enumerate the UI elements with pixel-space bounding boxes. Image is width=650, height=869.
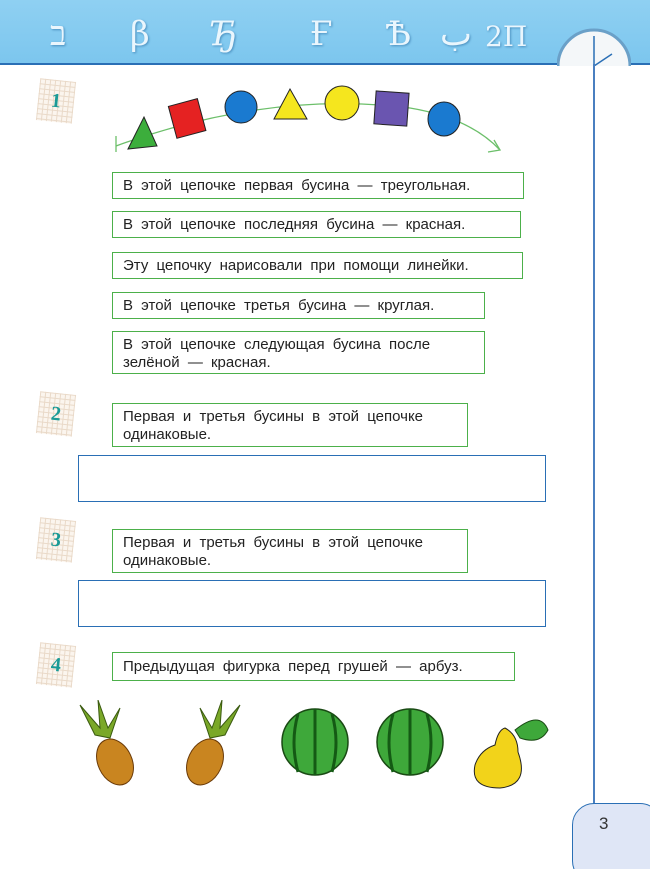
task-number-badge: 2	[36, 391, 76, 437]
arrow-icon	[488, 140, 500, 152]
pear-icon	[474, 720, 548, 788]
bead-blue-circle	[225, 91, 257, 123]
header-glyph: β	[130, 14, 150, 54]
statement-box[interactable]: Эту цепочку нарисовали при помощи линейки.	[112, 252, 523, 279]
header-glyph: 2П	[485, 20, 528, 53]
statement-box: Первая и третья бусины в этой цепочке одинаковые.	[112, 529, 468, 573]
statement-box[interactable]: В этой цепочке последняя бусина — красная.	[112, 211, 521, 238]
task-number-badge: 3	[36, 517, 76, 563]
statement-box[interactable]: В этой цепочке третья бусина — круглая.	[112, 292, 485, 319]
bead-yellow-circle	[325, 86, 359, 120]
task-number-badge: 4	[36, 642, 76, 688]
header-glyph: Ғ	[310, 14, 333, 54]
watermelon-icon	[282, 709, 348, 775]
bead-chain	[110, 80, 510, 155]
page-number: 3	[599, 814, 609, 833]
statement-box[interactable]: В этой цепочке первая бусина — треугольная.	[112, 172, 524, 199]
header-glyph: Ђ	[210, 14, 238, 54]
header-glyph: ب	[440, 14, 473, 54]
margin-line	[593, 64, 595, 804]
bead-red-square	[168, 99, 206, 139]
clock-icon	[557, 26, 631, 66]
answer-box[interactable]	[78, 580, 546, 627]
header-banner	[0, 0, 650, 65]
header-glyph: ב	[50, 14, 67, 54]
statement-box: Предыдущая фигурка перед грушей — арбуз.	[112, 652, 515, 681]
task-number-badge: 1	[36, 78, 76, 124]
page-number-tab	[572, 803, 650, 869]
pineapple-icon	[179, 700, 240, 791]
fruit-row	[70, 700, 560, 795]
bead-yellow-triangle	[274, 89, 307, 119]
pineapple-icon	[80, 700, 141, 791]
bead-purple-square	[374, 91, 409, 126]
header-glyph: Ѣ	[385, 14, 411, 54]
bead-blue-circle	[428, 102, 460, 136]
statement-box: Первая и третья бусины в этой цепочке одинаковые.	[112, 403, 468, 447]
watermelon-icon	[377, 709, 443, 775]
answer-box[interactable]	[78, 455, 546, 502]
statement-box[interactable]: В этой цепочке следующая бусина после зелёной — красная.	[112, 331, 485, 374]
